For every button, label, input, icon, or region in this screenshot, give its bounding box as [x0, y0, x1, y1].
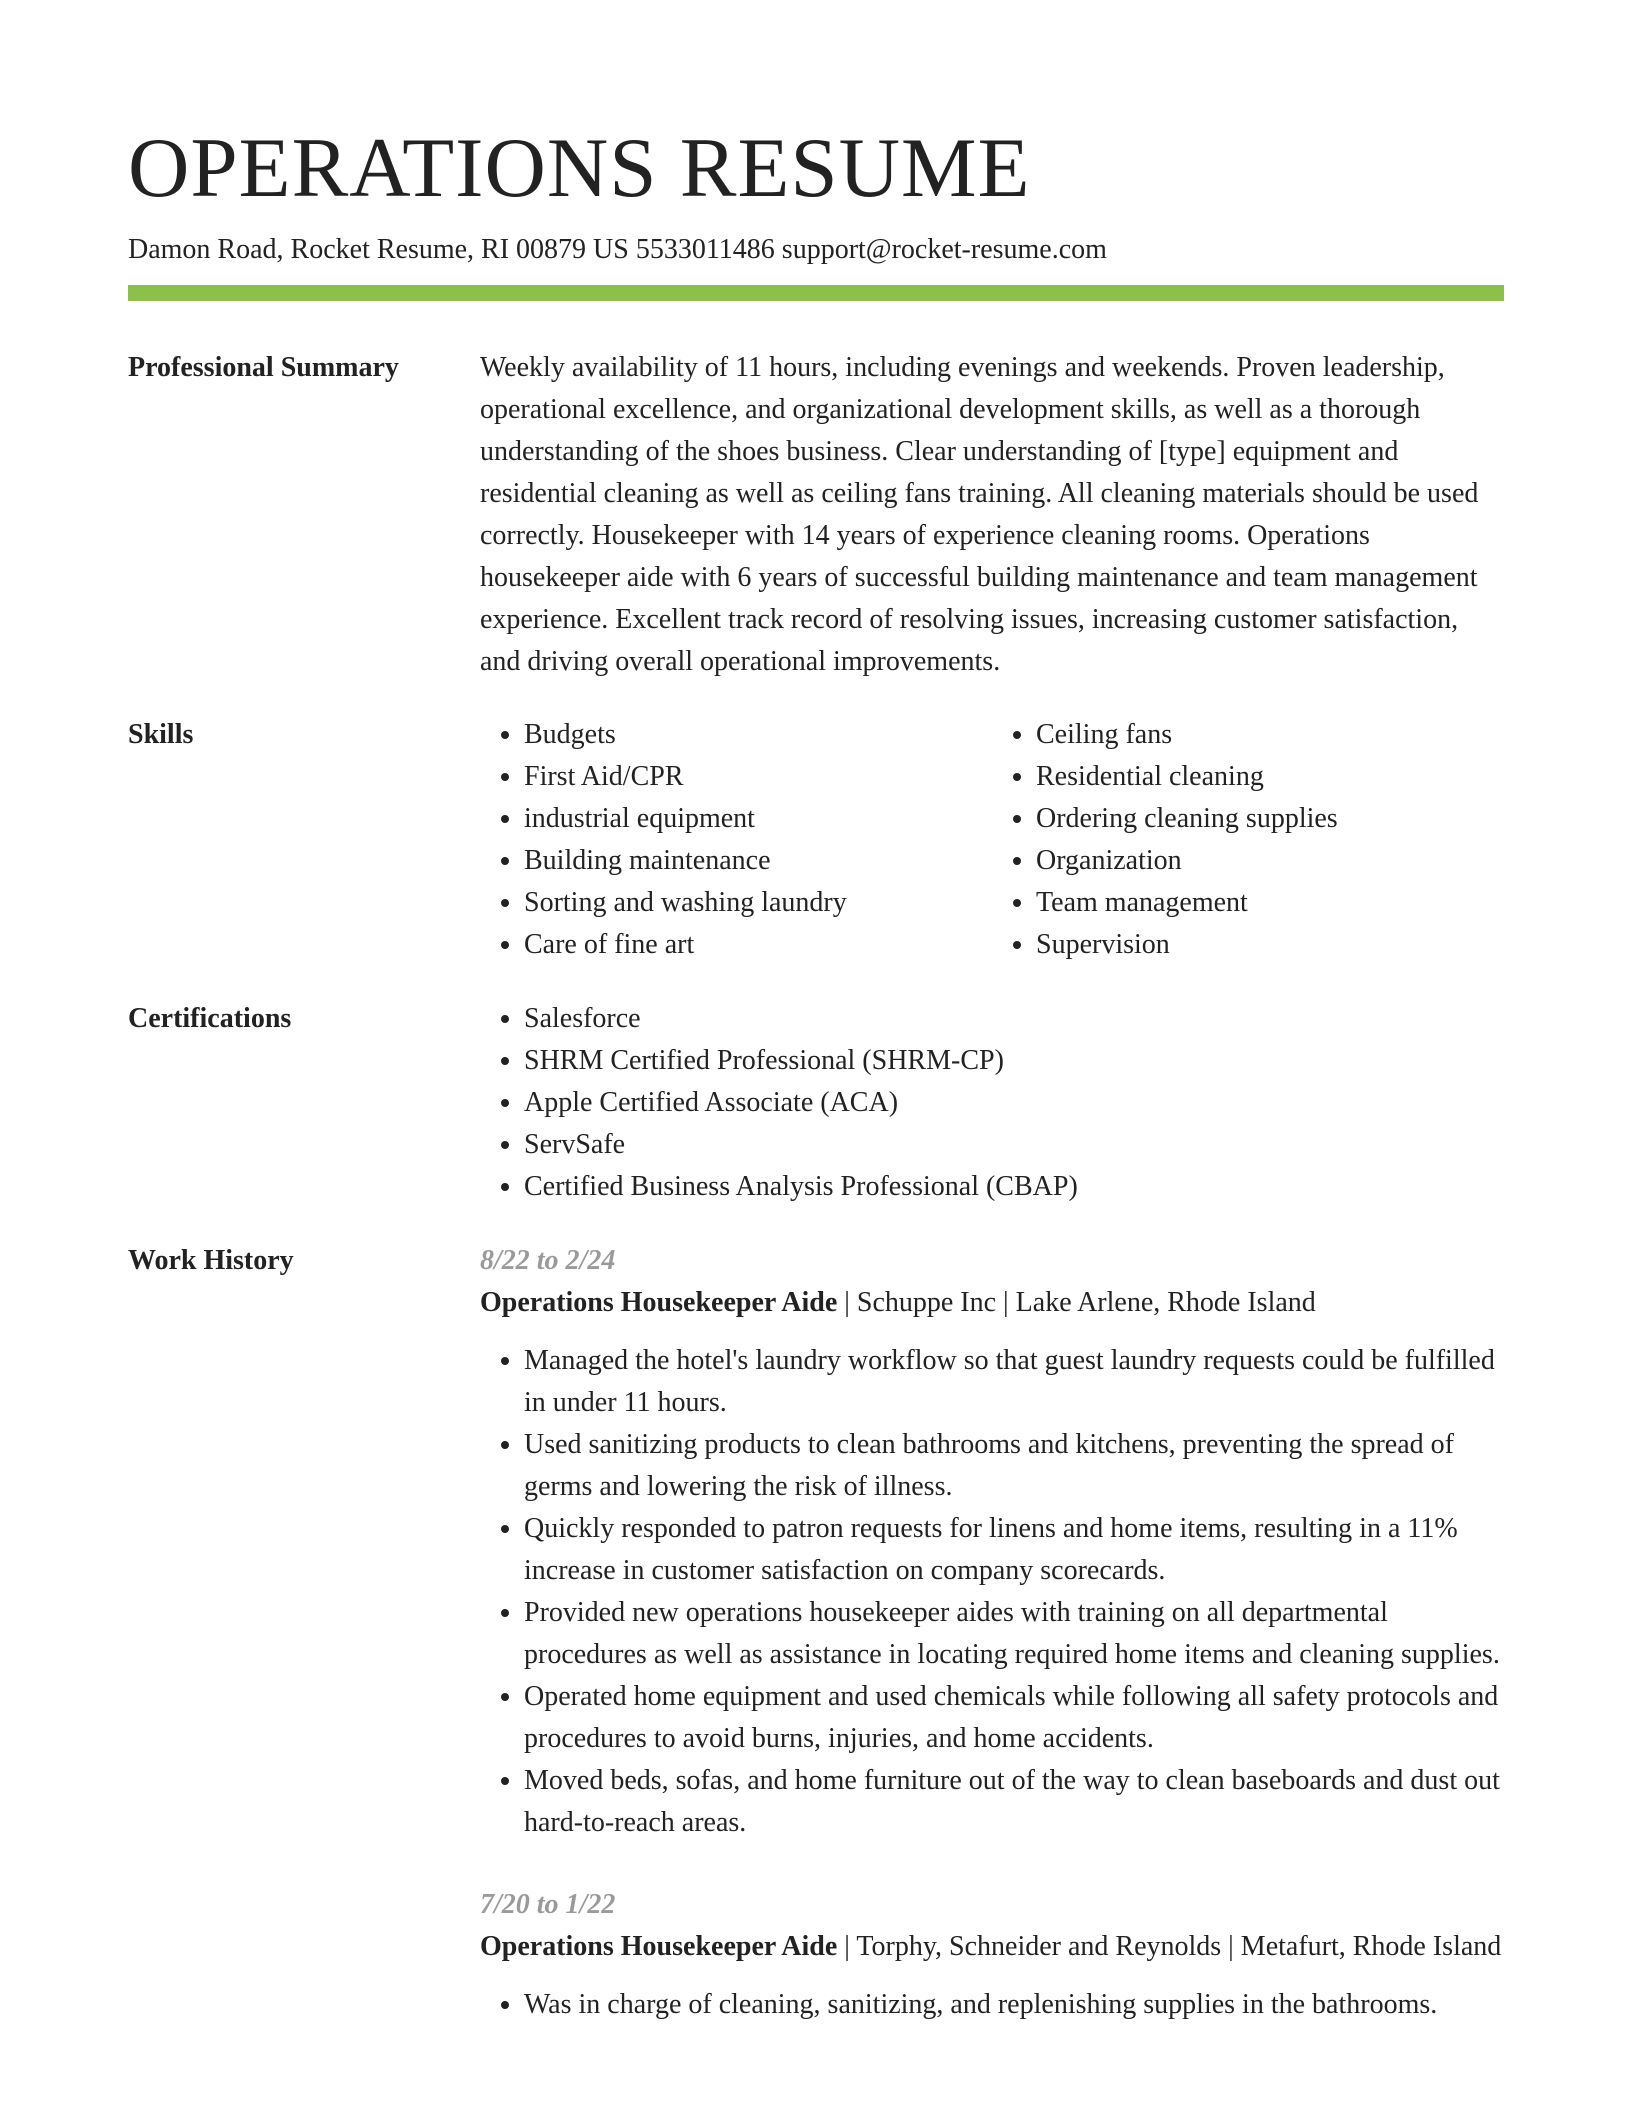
skill-item: • Supervision	[1036, 924, 1504, 966]
summary-label: Professional Summary	[128, 352, 399, 383]
skill-item: • Care of fine art	[524, 924, 992, 966]
certification-item: • Apple Certified Associate (ACA)	[524, 1082, 1504, 1124]
certifications-label: Certifications	[128, 1003, 292, 1034]
skills-list-left	[480, 714, 992, 966]
job-details: | Schuppe Inc | Lake Arlene, Rhode Island	[837, 1287, 1316, 1318]
certification-item: • Certified Business Analysis Professional (CBAP)	[524, 1166, 1504, 1208]
job-bullets	[480, 1340, 1504, 1844]
skills-body	[480, 714, 1504, 966]
certifications-list	[480, 998, 1504, 1208]
job-dates: 7/20 to 1/22	[480, 1889, 616, 1920]
job-bullet: • Operated home equipment and used chemicals while following all safety protocols and procedures to avoid burns, injuries, and home accidents.	[524, 1676, 1504, 1760]
skills-label: Skills	[128, 719, 194, 750]
job-role: Operations Housekeeper Aide	[480, 1287, 838, 1318]
skill-item: • industrial equipment	[524, 798, 992, 840]
skill-item: • Sorting and washing laundry	[524, 882, 992, 924]
job-bullet: • Was in charge of cleaning, sanitizing, and replenishing supplies in the bathrooms.	[524, 1984, 1504, 2026]
job-entry	[480, 1240, 1504, 1844]
summary-text: Weekly availability of 11 hours, including evenings and weekends. Proven leadership, operational excellence, and organizational development skills, as well as a thorough understanding of the shoes business. Clear understanding of [type] equipment and residential cleaning as well as ceiling fans training. All cleaning materials should be used correctly. Housekeeper with 14 years of experience cleaning rooms. Operations housekeeper aide with 6 years of successful building maintenance and team management experience. Excellent track record of resolving issues, increasing customer satisfaction, and driving overall operational improvements.	[480, 352, 1479, 677]
skill-item: • Ceiling fans	[1036, 714, 1504, 756]
job-bullet: • Used sanitizing products to clean bathrooms and kitchens, preventing the spread of germs and lowering the risk of illness.	[524, 1424, 1504, 1508]
skills-grid	[480, 714, 1504, 966]
work-history-label: Work History	[128, 1245, 294, 1276]
skills-list-right	[992, 714, 1504, 966]
job-heading	[480, 1282, 1504, 1324]
skill-item: • First Aid/CPR	[524, 756, 992, 798]
certification-item: • SHRM Certified Professional (SHRM-CP)	[524, 1040, 1504, 1082]
summary-body	[480, 347, 1504, 683]
job-entry	[480, 1884, 1504, 2026]
skill-item: • Team management	[1036, 882, 1504, 924]
job-role: Operations Housekeeper Aide	[480, 1931, 838, 1962]
job-details: | Torphy, Schneider and Reynolds | Metafurt, Rhode Island	[837, 1931, 1502, 1962]
job-bullet: • Provided new operations housekeeper aides with training on all departmental procedures as well as assistance in locating required home items and cleaning supplies.	[524, 1592, 1504, 1676]
certifications-body	[480, 998, 1504, 1208]
work-history-body	[480, 1240, 1504, 2066]
skill-item: • Residential cleaning	[1036, 756, 1504, 798]
accent-divider	[128, 285, 1504, 301]
contact-line: Damon Road, Rocket Resume, RI 00879 US 5533011486 support@rocket-resume.com	[128, 234, 1107, 265]
job-heading	[480, 1926, 1504, 1968]
job-dates: 8/22 to 2/24	[480, 1245, 616, 1276]
certification-item: • ServSafe	[524, 1124, 1504, 1166]
job-bullet: • Managed the hotel's laundry workflow so that guest laundry requests could be fulfilled in under 11 hours.	[524, 1340, 1504, 1424]
job-bullet: • Moved beds, sofas, and home furniture out of the way to clean baseboards and dust out hard-to-reach areas.	[524, 1760, 1504, 1844]
resume-title: OPERATIONS RESUME	[128, 121, 1031, 215]
job-bullets	[480, 1984, 1504, 2026]
job-bullet: • Quickly responded to patron requests for linens and home items, resulting in a 11% increase in customer satisfaction on company scorecards.	[524, 1508, 1504, 1592]
skill-item: • Ordering cleaning supplies	[1036, 798, 1504, 840]
skill-item: • Budgets	[524, 714, 992, 756]
skill-item: • Building maintenance	[524, 840, 992, 882]
certification-item: • Salesforce	[524, 998, 1504, 1040]
skill-item: • Organization	[1036, 840, 1504, 882]
